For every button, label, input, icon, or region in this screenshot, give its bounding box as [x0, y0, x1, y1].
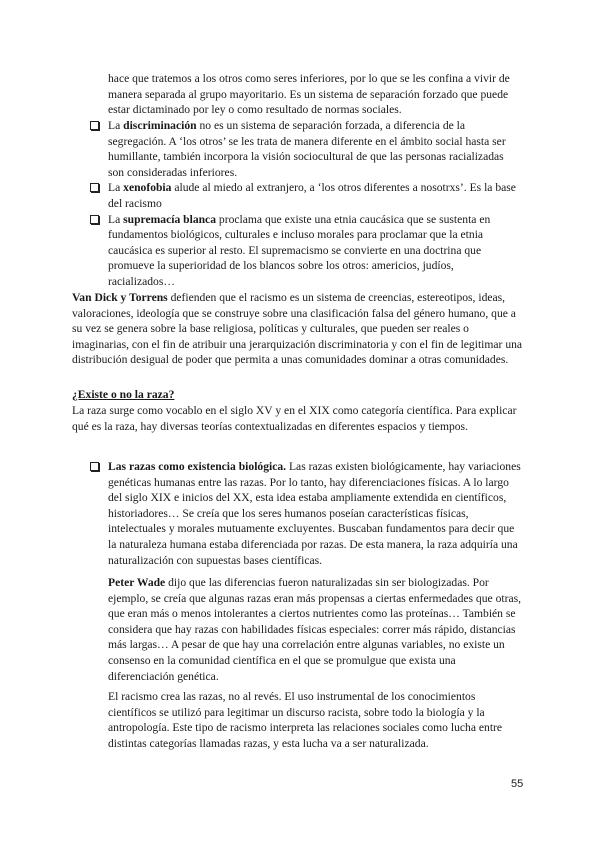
page-number: 55 — [511, 778, 524, 790]
heading-text: La raza surge como vocablo en el siglo XV y en el XIX como categoría científica. Para explicar qué es la raza, hay diversas teorías contextualizadas en diferentes espacios y tiempos. — [72, 404, 517, 433]
list-item-biologica — [90, 459, 522, 568]
author: Peter Wade — [108, 576, 166, 589]
list-item-supremacia — [90, 212, 522, 290]
paragraph-text: defienden que el racismo es un sistema de creencias, estereotipos, ideas, valoraciones, ideología que se construye sobre una clasificación falsa del género humano, que a su vez se genera sobre la base religiosa, políticas y culturales, que pueden ser reales o imaginarias, con el fin de atribuir una jerarquización discriminatoria y con el fin de legitimar una distribución desigual de poder que permita a unas comunidades dominar a otras comunidades. — [72, 291, 523, 367]
definition: proclama que existe una etnia caucásica que se sustenta en fundamentos biológicos, culturales e incluso morales para proclamar que la etnia caucásica es superior al resto. El supremacismo se convierte en una doctrina que promueve la superioridad de los blancos sobre los otros: americios, judíos, racializados… — [108, 212, 491, 288]
continuation-text: hace que tratemos a los otros como seres inferiores, por lo que se les confina a vivir de manera separada al grupo mayoritario. Es un sistema de separación forzado que puede estar dictaminado por ley o como resultado de normas sociales. — [108, 72, 510, 117]
vandick-paragraph — [72, 290, 528, 368]
term: xenofobia — [123, 181, 172, 195]
item-prefix: La — [108, 119, 124, 132]
checkbox-bullet-icon — [90, 121, 99, 130]
authors: Van Dick y Torrens — [72, 291, 168, 304]
definition: alude al miedo al extranjero, a ‘los otros diferentes a nosotrxs’. Es la base del racismo — [108, 181, 516, 210]
definition-list — [90, 118, 522, 290]
item-prefix: La — [108, 181, 124, 195]
paragraph-text: dijo que las diferencias fueron naturalizadas sin ser biologizadas. Por ejemplo, se creía que algunas razas eran más propensas a ciertas enfermedades que otras, que eran más o menos intolerantes a ciertos nutrientes como las proteínas… También se considera que hay razas con habilidades físicas especiales: correr más rápido, distancias más largas… A pesar de que hay una correlación entre algunas variables, no existe un consenso en la comunidad científica en el que se promulgue que exista una diferenciación genética. — [108, 576, 521, 683]
term: Las razas como existencia biológica. — [108, 460, 287, 473]
term: supremacía blanca — [123, 212, 217, 226]
checkbox-bullet-icon — [90, 215, 99, 224]
raza-list — [90, 459, 522, 568]
definition: Las razas existen biológicamente, hay variaciones genéticas humanas entre las razas. Por lo tanto, hay diferenciaciones físicas. A lo largo del siglo XIX e inicios del XX, esta idea estaba ampliamente extendida en científicos, historiadores… Se creía que los seres humanos poseían características físicas, intelectuales y morales mutuamente excluyentes. Buscaban fundamentos para decir que la naturaleza humana estaba diferenciada por razas. De esta manera, la raza adquiría una naturalización con supuestas bases científicas. — [108, 460, 521, 567]
term: discriminación — [123, 119, 197, 132]
wade-paragraph — [108, 575, 522, 684]
item-prefix: La — [108, 212, 124, 226]
checkbox-bullet-icon — [90, 462, 99, 471]
definition: no es un sistema de separación forzada, a diferencia de la segregación. A ‘los otros’ se les trata de manera diferente en el ámbito social hasta ser humillante, también incorpora la visión sociocultural de que las personas racializadas son consideradas inferiores. — [108, 119, 506, 179]
closing-paragraph: El racismo crea las razas, no al revés. El uso instrumental de los conocimientos científicos se utilizó para legitimar un discurso racista, sobre todo la biología y la antropología. Este tipo de racismo interpreta las relaciones sociales como lucha entre distintas categorías llamadas razas, y esta lucha va a ser naturalizada. — [108, 690, 503, 750]
checkbox-bullet-icon — [90, 183, 99, 192]
list-item-xenofobia — [90, 180, 522, 211]
list-item-discriminacion — [90, 118, 522, 180]
section-heading: ¿Existe o no la raza? — [72, 388, 175, 401]
